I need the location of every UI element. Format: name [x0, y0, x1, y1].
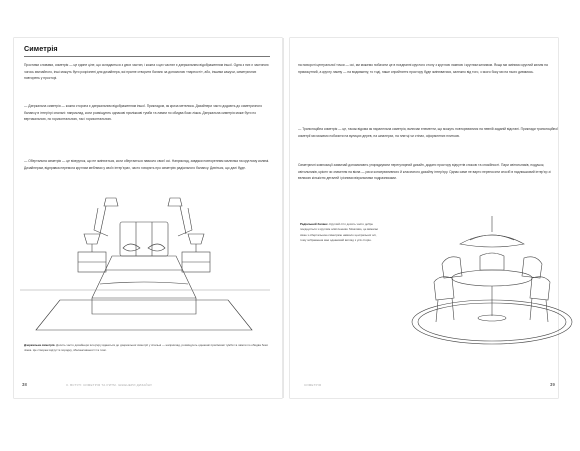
right-page-number-wrap	[550, 382, 555, 387]
intro-paragraph: Простими словами, симетрія — це єдине ціле, що складається з двох частин, і кожна з цих частин є дзеркальним відображенням іншої. Одна з них є частиною чогось звичайного, інші можуть бути розрізнені для дизайнера, які прагне створити баланс за допомогою «парності», або, іншими кажучи, симетричних повторень у просторі.	[24, 63, 269, 81]
mirror-symmetry-paragraph: — Дзеркальна симетрія — кожна сторона є дзеркальним відображенням іншої. Прикладом, як криза метелика. Дизайнери часто додають до симетричного балансу в інтер'єрі спальні: наприклад, коли розміщують однакові приліжкові тумби та лампи по обидва боки ліжка. Дзеркальна симетрія може бути по вертикальною, по горизонтальною, так і горизонтальною.	[24, 104, 263, 122]
right-running-footer: СИМЕТРІЯ	[304, 383, 322, 387]
left-illustration-caption	[24, 343, 270, 354]
translational-symmetry-paragraph: — Трансляційна симетрія — це, також відома як паралельна симетрія, включає елементи, що можуть повторюватися на певній заданій відстані. Приклади трансляційної симетрії ми можемо побачити на вулицях дерев, на шпалерах, на плитці чи стінах, оформлених плиткою.	[298, 127, 558, 138]
symmetry-summary-paragraph: Симетричні композиції зазвичай допомагають упорядкувати нерегулярний дизайн, додати простору відчуттів спокою та спокійності. Пари світильників, подушок, світильників, крісел чи значення на вікна — риси консервативного й класичного дизайну інтер'єру. Однак саме не варто переносити спосіб в надлишковий інтер'єр зі великою кількістю деталей і різними візуальними подразниками.	[298, 163, 551, 181]
left-running-footer: II. ВСТУП: СИМЕТРІЯ ТА РИТМ. ІНЖЕНЕРИ ДИЗАЙНУ	[66, 383, 153, 387]
right-caption-bold: Радіальний баланс.	[300, 222, 329, 226]
rotational-symmetry-paragraph: — Обертальна симетрія — це візерунок, що не змінюється, коли обертається навколо своєї осі. Наприклад, завдяки повторенням малюнка на круглому килимі. Дизайнерам, відправка перемога круглим меблями у своїх інтер'єрах, часто говорять про симетрію радіального балансу. Дивіться, що далі буде.	[24, 159, 270, 170]
left-page-number: 38	[22, 382, 28, 387]
right-page-number: 39	[550, 382, 556, 387]
right-caption-text: Круглий стіл досить часто добре поєднується з круглим освітленням. Можливо, це вимагає свою з обертальною симетрією навколо центральної осі, тому зображення має однаковий вигляд з усіх сторін.	[300, 222, 378, 243]
bedroom-illustration	[20, 190, 270, 340]
round-table-illustration	[400, 216, 575, 356]
radial-paragraph: на повороті центральної точки — осі, ми можемо побачити це в поєднанні круглого столу з круглою лампою і круглим килимом. Якщо ми змінимо круглий килим на прямокутний, а круглу лампу — на видовжену, то тоді, наше сприйняття простору буде змінюватися, залежно від того, з якого боку ми на нього дивимось.	[298, 63, 548, 74]
left-page-number-wrap	[22, 382, 27, 387]
left-caption-bold: Дзеркальна симетрія.	[24, 343, 56, 347]
section-title: Симетрія	[24, 44, 58, 53]
right-illustration-caption	[300, 222, 382, 244]
title-rule	[24, 56, 270, 57]
left-caption-text: Досить часто дизайнери інтер'єру вдаються до дзеркальної симетрії у спальні — наприклад, розміщують однакові приліжкові тумби та лампи по обидва боки ліжка. Це створює відчуття порядку, збалансованості та тиші.	[24, 343, 268, 353]
gutter	[283, 38, 284, 398]
